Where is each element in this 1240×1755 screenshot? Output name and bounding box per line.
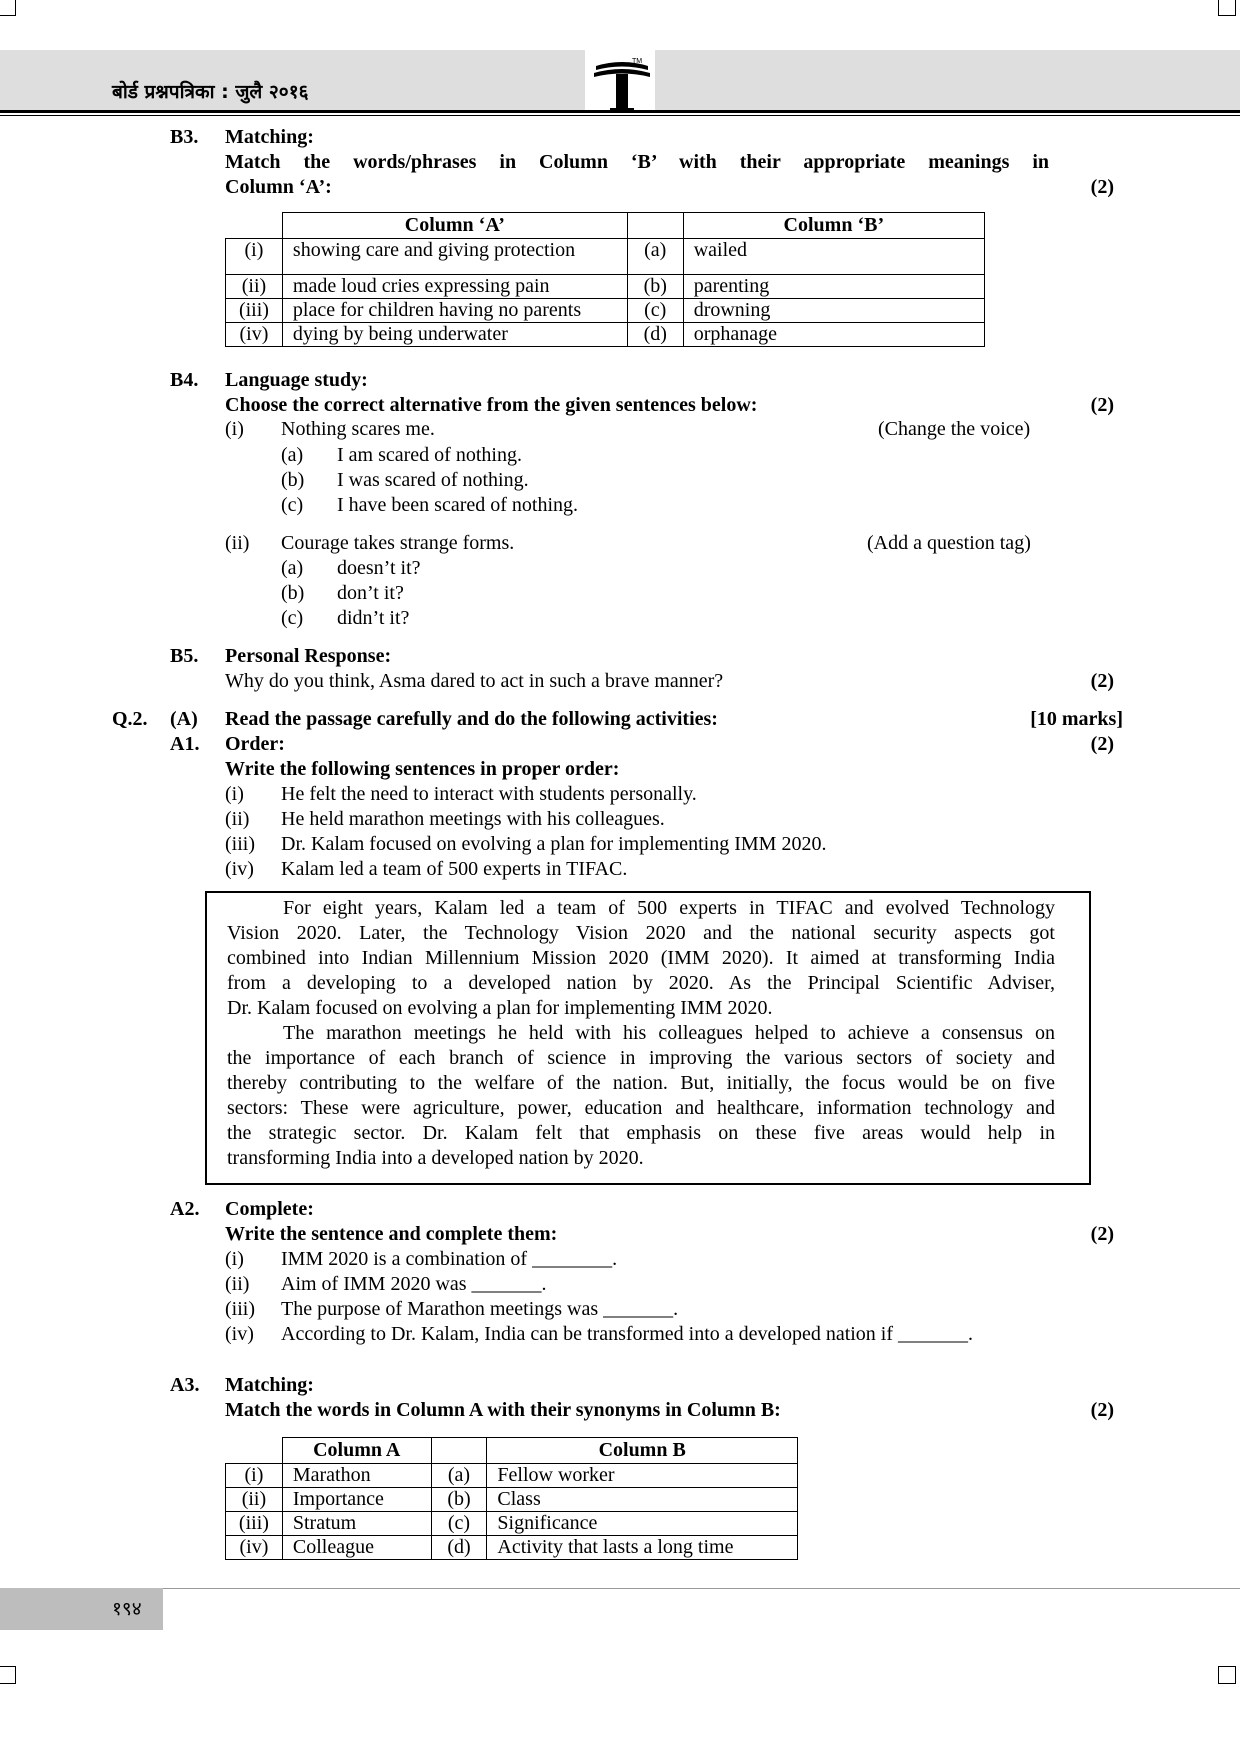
q2-heading: Read the passage carefully and do the following activities: bbox=[225, 708, 718, 730]
item-text: He felt the need to interact with students personally. bbox=[281, 783, 697, 805]
a2-marks: (2) bbox=[1090, 1223, 1114, 1245]
a2-heading: Complete: bbox=[225, 1198, 314, 1220]
table-row: (iii) Stratum (c) Significance bbox=[226, 1512, 798, 1536]
option-text: I am scared of nothing. bbox=[337, 444, 522, 466]
b3-instruction-line1: Match the words/phrases in Column ‘B’ with their appropriate meanings in bbox=[225, 151, 1049, 173]
passage-line: transforming India into a developed nation by 2020. bbox=[227, 1147, 644, 1169]
header-band-right bbox=[655, 50, 1240, 110]
table-row: (ii) made loud cries expressing pain (b) parenting bbox=[226, 275, 985, 299]
table-row: (iv) Colleague (d) Activity that lasts a long time bbox=[226, 1536, 798, 1560]
item-number: (iii) bbox=[225, 833, 255, 855]
option-label: (b) bbox=[281, 469, 305, 491]
a3-col-a-header: Column A bbox=[282, 1438, 431, 1464]
b4-q1-text: Nothing scares me. bbox=[281, 418, 435, 440]
item-number: (ii) bbox=[225, 808, 250, 830]
footer-rule bbox=[163, 1588, 1240, 1589]
q2-number: Q.2. bbox=[112, 708, 148, 730]
header-rule-thin bbox=[0, 115, 1240, 116]
item-text: Kalam led a team of 500 experts in TIFAC. bbox=[281, 858, 628, 880]
b5-number: B5. bbox=[170, 645, 199, 667]
option-text: don’t it? bbox=[337, 582, 404, 604]
option-label: (c) bbox=[281, 607, 304, 629]
item-text: Dr. Kalam focused on evolving a plan for implementing IMM 2020. bbox=[281, 833, 827, 855]
q2-part: (A) bbox=[170, 708, 198, 730]
passage-line: combined into Indian Millennium Mission 2020 (IMM 2020). It aimed at transforming India bbox=[227, 947, 1055, 969]
item-number: (iv) bbox=[225, 1323, 254, 1345]
b4-number: B4. bbox=[170, 369, 199, 391]
b3-col-a-header: Column ‘A’ bbox=[282, 213, 627, 239]
a3-number: A3. bbox=[170, 1374, 200, 1396]
item-number: (i) bbox=[225, 783, 244, 805]
a3-instruction: Match the words in Column A with their synonyms in Column B: bbox=[225, 1399, 781, 1421]
a1-number: A1. bbox=[170, 733, 200, 755]
page-number: १९४ bbox=[112, 1598, 142, 1620]
option-text: I was scared of nothing. bbox=[337, 469, 529, 491]
option-label: (b) bbox=[281, 582, 305, 604]
b4-q1-hint: (Change the voice) bbox=[878, 418, 1031, 440]
q2-marks: [10 marks] bbox=[1030, 708, 1123, 730]
option-label: (a) bbox=[281, 444, 304, 466]
publisher-logo-icon bbox=[592, 56, 652, 112]
b4-q2-text: Courage takes strange forms. bbox=[281, 532, 515, 554]
item-text: IMM 2020 is a combination of ________. bbox=[281, 1248, 618, 1270]
b3-matching-table bbox=[225, 212, 985, 347]
logo-trademark: TM bbox=[632, 58, 643, 65]
b3-instruction-line2: Column ‘A’: bbox=[225, 176, 332, 198]
item-text: According to Dr. Kalam, India can be transformed into a developed nation if _______. bbox=[281, 1323, 974, 1345]
a3-col-b-header: Column B bbox=[487, 1438, 798, 1464]
b5-question: Why do you think, Asma dared to act in such a brave manner? bbox=[225, 670, 724, 692]
item-number: (iv) bbox=[225, 858, 254, 880]
b3-number: B3. bbox=[170, 126, 199, 148]
table-row: (ii) Importance (b) Class bbox=[226, 1488, 798, 1512]
passage-line: the strategic sector. Dr. Kalam felt that emphasis on these five areas would help in bbox=[227, 1122, 1055, 1144]
b3-col-b-header: Column ‘B’ bbox=[683, 213, 984, 239]
b4-heading: Language study: bbox=[225, 369, 368, 391]
passage-line: For eight years, Kalam led a team of 500 experts in TIFAC and evolved Technology bbox=[283, 897, 1055, 919]
option-label: (c) bbox=[281, 494, 304, 516]
b4-marks: (2) bbox=[1090, 394, 1114, 416]
reading-passage bbox=[205, 891, 1091, 1185]
a3-marks: (2) bbox=[1090, 1399, 1114, 1421]
a1-marks: (2) bbox=[1090, 733, 1114, 755]
a3-matching-table bbox=[225, 1437, 798, 1560]
crop-mark-bottom-right bbox=[1218, 1666, 1236, 1684]
page-header-title: बोर्ड प्रश्नपत्रिका : जुलै २०१६ bbox=[112, 81, 309, 103]
item-text: The purpose of Marathon meetings was _______. bbox=[281, 1298, 679, 1320]
passage-line: Vision 2020. Later, the Technology Vision 2020 and the national security aspects got bbox=[227, 922, 1055, 944]
passage-line: the importance of each branch of science in improving the various sectors of society and bbox=[227, 1047, 1055, 1069]
a3-heading: Matching: bbox=[225, 1374, 314, 1396]
item-text: He held marathon meetings with his colleagues. bbox=[281, 808, 665, 830]
b4-instruction: Choose the correct alternative from the given sentences below: bbox=[225, 394, 758, 416]
item-number: (i) bbox=[225, 1248, 244, 1270]
table-row: (iii) place for children having no parents (c) drowning bbox=[226, 299, 985, 323]
a2-instruction: Write the sentence and complete them: bbox=[225, 1223, 558, 1245]
option-text: doesn’t it? bbox=[337, 557, 421, 579]
table-row: (i) Marathon (a) Fellow worker bbox=[226, 1464, 798, 1488]
b5-heading: Personal Response: bbox=[225, 645, 392, 667]
b5-marks: (2) bbox=[1090, 670, 1114, 692]
crop-mark-top-right bbox=[1218, 0, 1236, 16]
crop-mark-top-left bbox=[0, 0, 16, 16]
table-row: (i) showing care and giving protection (a) wailed bbox=[226, 239, 985, 275]
passage-line: Dr. Kalam focused on evolving a plan for implementing IMM 2020. bbox=[227, 997, 773, 1019]
item-number: (iii) bbox=[225, 1298, 255, 1320]
table-row: (iv) dying by being underwater (d) orphanage bbox=[226, 323, 985, 347]
crop-mark-bottom-left bbox=[0, 1666, 16, 1684]
option-text: didn’t it? bbox=[337, 607, 410, 629]
option-label: (a) bbox=[281, 557, 304, 579]
b4-q2-number: (ii) bbox=[225, 532, 250, 554]
item-number: (ii) bbox=[225, 1273, 250, 1295]
table-header-row bbox=[226, 213, 985, 239]
passage-line: thereby contributing to the welfare of the nation. But, initially, the focus would be on five bbox=[227, 1072, 1055, 1094]
a2-number: A2. bbox=[170, 1198, 200, 1220]
passage-line: from a developing to a developed nation by 2020. As the Principal Scientific Adviser, bbox=[227, 972, 1055, 994]
option-text: I have been scared of nothing. bbox=[337, 494, 579, 516]
b4-q2-hint: (Add a question tag) bbox=[867, 532, 1031, 554]
passage-line: The marathon meetings he held with his colleagues helped to achieve a consensus on bbox=[283, 1022, 1055, 1044]
table-header-row bbox=[226, 1438, 798, 1464]
b3-heading: Matching: bbox=[225, 126, 314, 148]
item-text: Aim of IMM 2020 was _______. bbox=[281, 1273, 547, 1295]
passage-line: sectors: These were agriculture, power, education and healthcare, information technology and bbox=[227, 1097, 1055, 1119]
a1-heading: Order: bbox=[225, 733, 285, 755]
b3-marks: (2) bbox=[1090, 176, 1114, 198]
a1-instruction: Write the following sentences in proper order: bbox=[225, 758, 620, 780]
b4-q1-number: (i) bbox=[225, 418, 244, 440]
